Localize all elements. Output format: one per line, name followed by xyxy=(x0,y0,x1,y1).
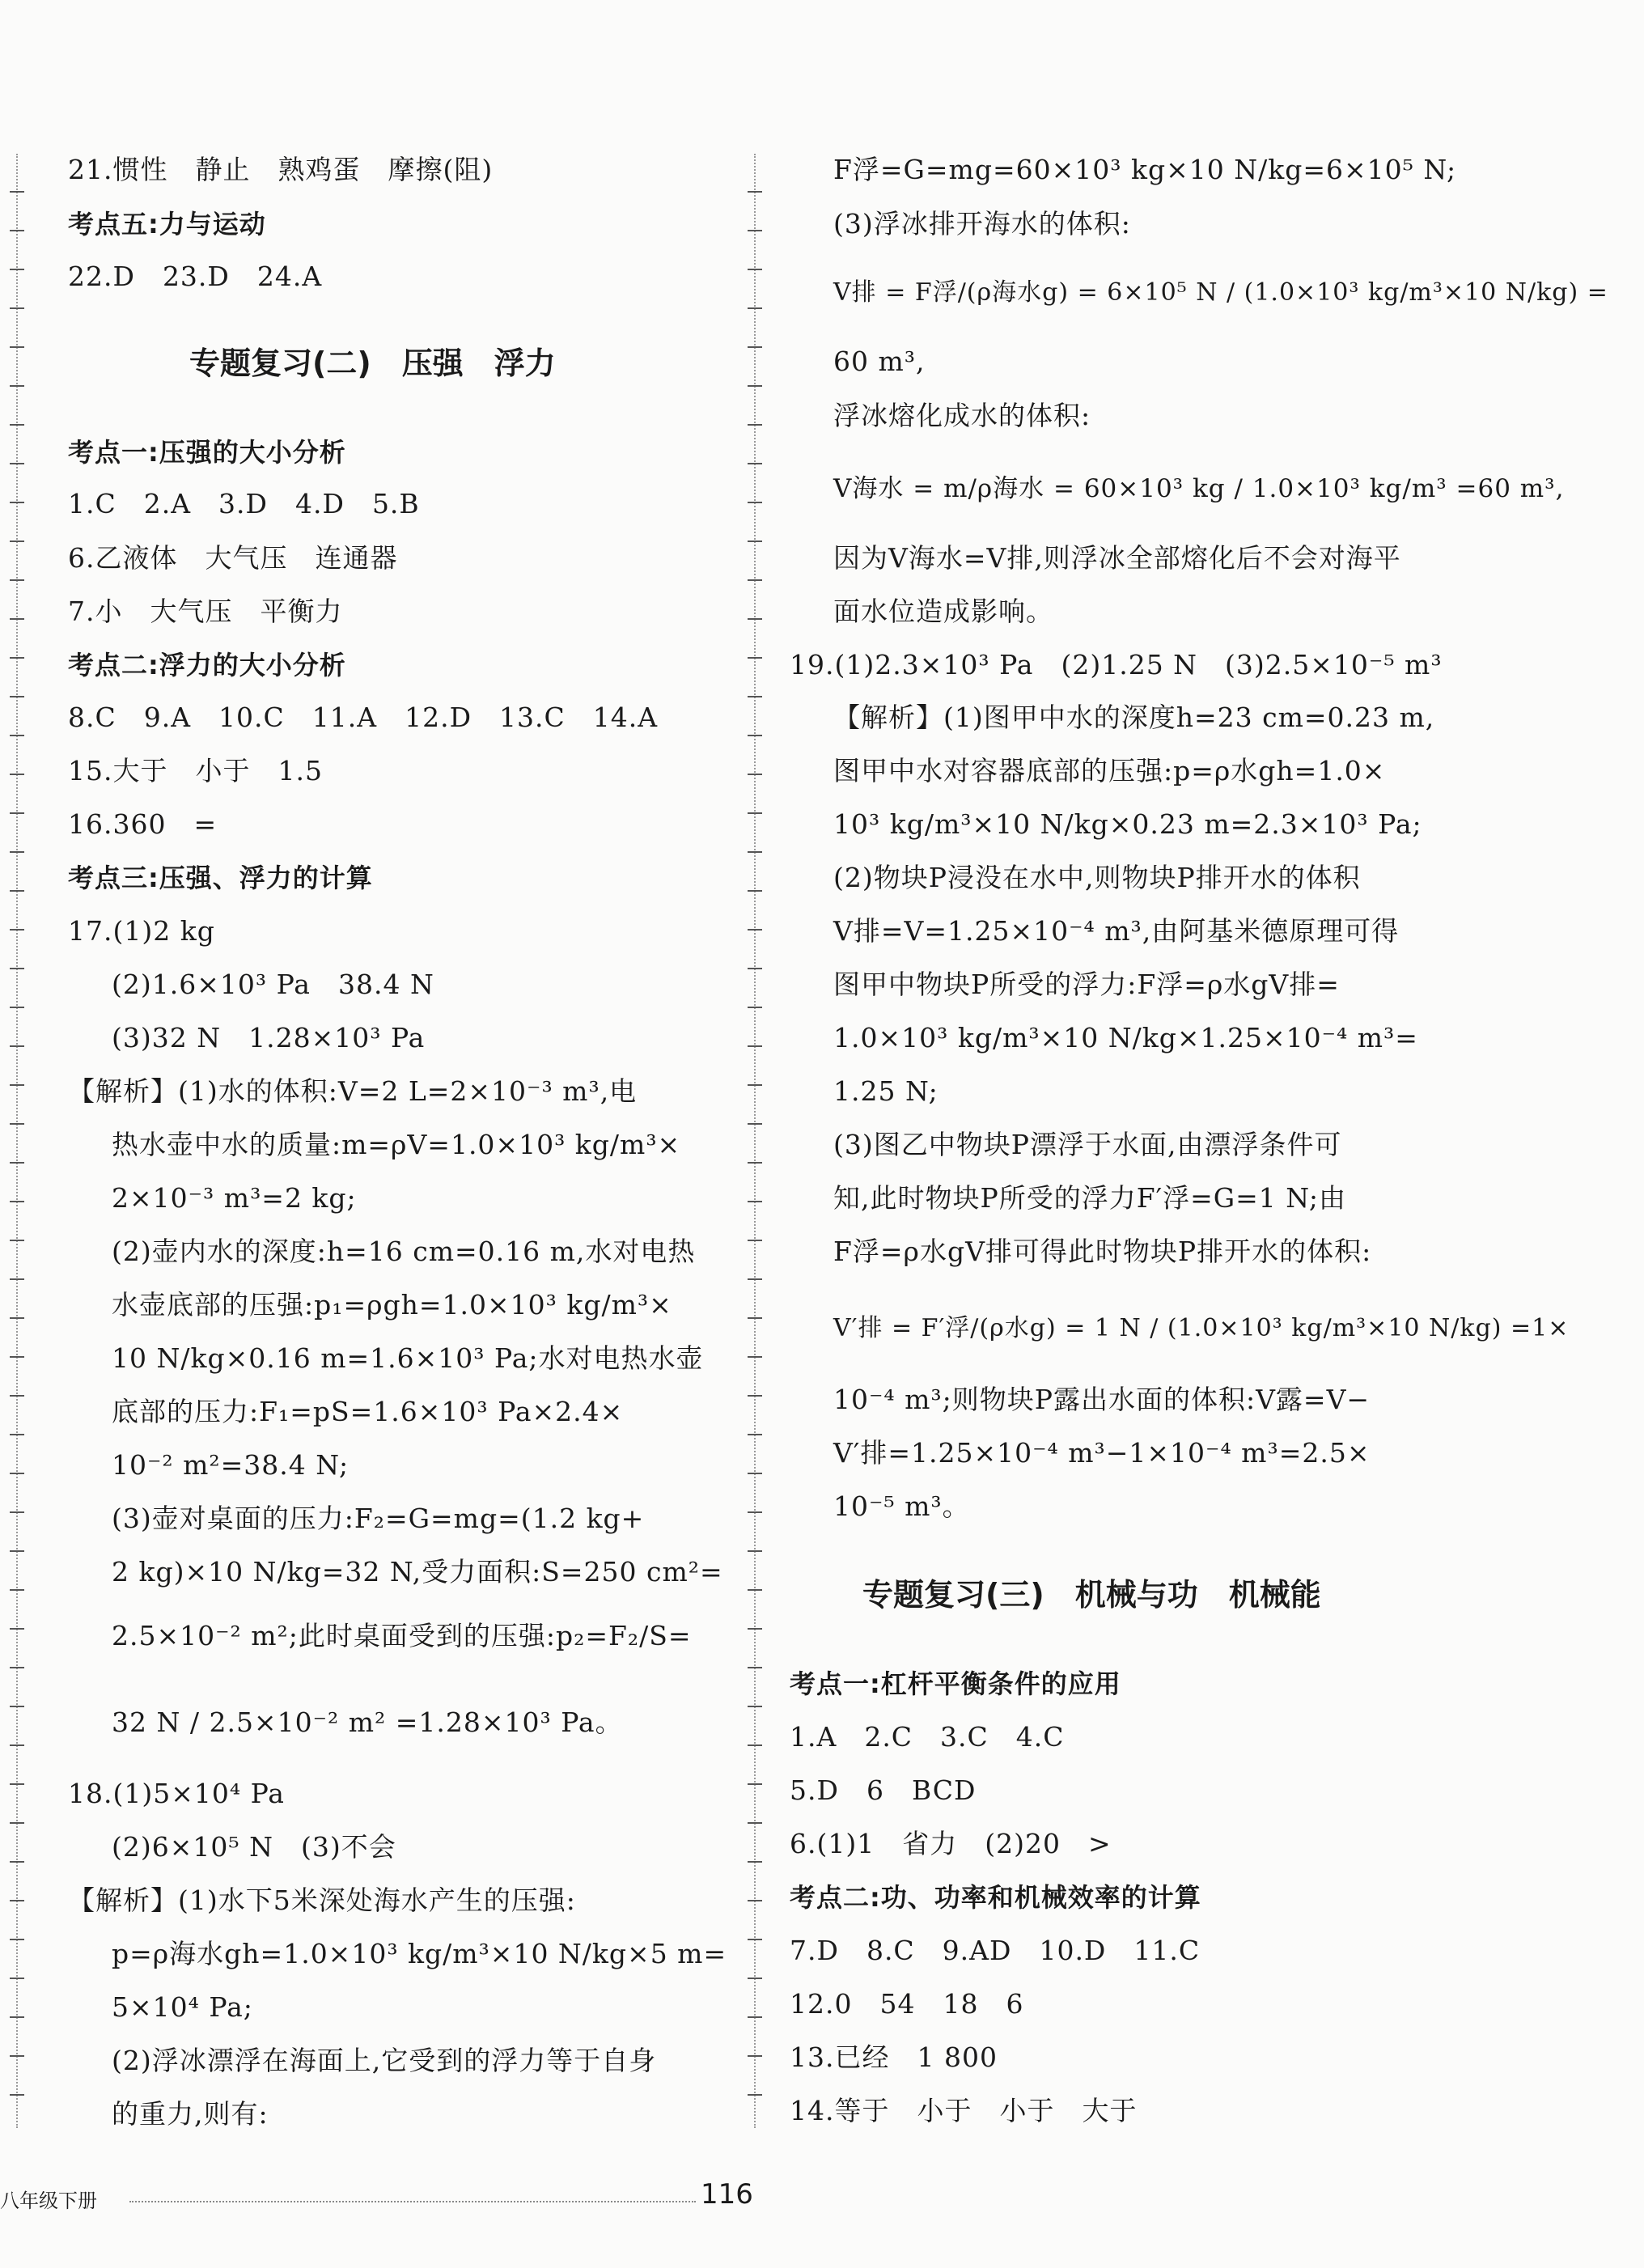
answer-line: (3)32 N 1.28×10³ Pa xyxy=(112,1022,426,1053)
analysis-line: 2×10⁻³ m³=2 kg; xyxy=(112,1182,357,1214)
analysis-line: p=ρ海水gh=1.0×10³ kg/m³×10 N/kg×5 m= xyxy=(112,1938,727,1969)
answer-line: 8.C 9.A 10.C 11.A 12.D 13.C 14.A xyxy=(68,702,659,733)
analysis-line: 浮冰熔化成水的体积: xyxy=(833,400,1091,431)
answer-line: 21.惯性 静止 熟鸡蛋 摩擦(阻) xyxy=(68,154,494,185)
answer-line: 12.0 54 18 6 xyxy=(790,1988,1024,2020)
analysis-line: 10⁻² m²=38.4 N; xyxy=(112,1449,350,1481)
analysis-line: 【解析】(1)水下5米深处海水产生的压强: xyxy=(68,1884,576,1916)
answer-line: 15.大于 小于 1.5 xyxy=(68,755,323,786)
footer-dotted-rule xyxy=(129,2201,696,2202)
analysis-line: 32 N / 2.5×10⁻² m² =1.28×10³ Pa。 xyxy=(112,1706,623,1738)
answer-line: (2)6×10⁵ N (3)不会 xyxy=(112,1831,396,1863)
binding-ticks xyxy=(10,154,24,2128)
column-divider-ticks xyxy=(748,154,762,2128)
analysis-line: 【解析】(1)图甲中水的深度h=23 cm=0.23 m, xyxy=(833,702,1435,733)
analysis-line: 因为V海水=V排,则浮冰全部熔化后不会对海平 xyxy=(833,542,1401,574)
analysis-line: (2)壶内水的深度:h=16 cm=0.16 m,水对电热 xyxy=(112,1236,696,1267)
analysis-line: F浮=ρ水gV排可得此时物块P排开水的体积: xyxy=(833,1236,1372,1267)
analysis-line: (2)物块P浸没在水中,则物块P排开水的体积 xyxy=(833,862,1361,893)
answer-line: 22.D 23.D 24.A xyxy=(68,261,323,292)
answer-line: 6.乙液体 大气压 连通器 xyxy=(68,542,398,574)
answer-line: 17.(1)2 kg xyxy=(68,915,215,947)
analysis-line: 图甲中物块P所受的浮力:F浮=ρ水gV排= xyxy=(833,969,1340,1000)
section-heading: 考点二:浮力的大小分析 xyxy=(68,650,346,680)
analysis-line: 的重力,则有: xyxy=(112,2098,269,2130)
analysis-line: F浮=G=mg=60×10³ kg×10 N/kg=6×10⁵ N; xyxy=(833,154,1457,185)
answer-line: 7.D 8.C 9.AD 10.D 11.C xyxy=(790,1935,1201,1966)
analysis-line: 热水壶中水的质量:m=ρV=1.0×10³ kg/m³× xyxy=(112,1129,681,1160)
analysis-line: 1.0×10³ kg/m³×10 N/kg×1.25×10⁻⁴ m³= xyxy=(833,1022,1418,1053)
grade-label: 八年级下册 xyxy=(0,2190,97,2212)
section-heading: 考点一:压强的大小分析 xyxy=(68,437,346,468)
answer-line: (2)1.6×10³ Pa 38.4 N xyxy=(112,969,434,1000)
answer-line: 19.(1)2.3×10³ Pa (2)1.25 N (3)2.5×10⁻⁵ m³ xyxy=(790,649,1443,680)
analysis-line: 知,此时物块P所受的浮力F′浮=G=1 N;由 xyxy=(833,1182,1347,1214)
analysis-line: 60 m³, xyxy=(833,345,926,377)
analysis-line: 底部的压力:F₁=pS=1.6×10³ Pa×2.4× xyxy=(112,1396,624,1427)
analysis-line: 1.25 N; xyxy=(833,1075,939,1107)
answer-line: 16.360 = xyxy=(68,808,218,840)
analysis-line: (2)浮冰漂浮在海面上,它受到的浮力等于自身 xyxy=(112,2045,657,2076)
analysis-line: 2 kg)×10 N/kg=32 N,受力面积:S=250 cm²= xyxy=(112,1556,723,1588)
analysis-line: 10⁻⁵ m³。 xyxy=(833,1490,970,1522)
analysis-line: 面水位造成影响。 xyxy=(833,596,1053,627)
answer-line: 1.A 2.C 3.C 4.C xyxy=(790,1721,1065,1753)
analysis-line: (3)图乙中物块P漂浮于水面,由漂浮条件可 xyxy=(833,1129,1342,1160)
chapter-title: 专题复习(三) 机械与功 机械能 xyxy=(862,1577,1321,1613)
analysis-line: 10⁻⁴ m³;则物块P露出水面的体积:V露=V− xyxy=(833,1384,1371,1415)
analysis-line: V海水 = m/ρ海水 = 60×10³ kg / 1.0×10³ kg/m³ =60 m³, xyxy=(833,474,1565,503)
analysis-line: (3)浮冰排开海水的体积: xyxy=(833,208,1131,240)
answer-line: 7.小 大气压 平衡力 xyxy=(68,596,343,627)
analysis-line: 【解析】(1)水的体积:V=2 L=2×10⁻³ m³,电 xyxy=(68,1075,638,1107)
answer-line: 6.(1)1 省力 (2)20 > xyxy=(790,1828,1112,1859)
answer-line: 1.C 2.A 3.D 4.D 5.B xyxy=(68,488,420,519)
page-number: 116 xyxy=(701,2178,753,2211)
analysis-line: V排 = F浮/(ρ海水g) = 6×10⁵ N / (1.0×10³ kg/m³×10 N/kg) = xyxy=(833,278,1608,307)
analysis-line: 2.5×10⁻² m²;此时桌面受到的压强:p₂=F₂/S= xyxy=(112,1620,692,1651)
answer-line: 14.等于 小于 小于 大于 xyxy=(790,2095,1138,2126)
analysis-line: V′排 = F′浮/(ρ水g) = 1 N / (1.0×10³ kg/m³×10 N/kg) =1× xyxy=(833,1314,1570,1342)
chapter-title: 专题复习(二) 压强 浮力 xyxy=(189,345,556,381)
analysis-line: V排=V=1.25×10⁻⁴ m³,由阿基米德原理可得 xyxy=(833,915,1400,947)
answer-line: 13.已经 1 800 xyxy=(790,2041,998,2073)
answer-line: 5.D 6 BCD xyxy=(790,1774,977,1806)
section-heading: 考点五:力与运动 xyxy=(68,209,266,240)
analysis-line: 水壶底部的压强:p₁=ρgh=1.0×10³ kg/m³× xyxy=(112,1289,672,1321)
section-heading: 考点二:功、功率和机械效率的计算 xyxy=(790,1882,1201,1913)
answer-line: 18.(1)5×10⁴ Pa xyxy=(68,1778,285,1809)
section-heading: 考点一:杠杆平衡条件的应用 xyxy=(790,1668,1121,1699)
analysis-line: 10 N/kg×0.16 m=1.6×10³ Pa;水对电热水壶 xyxy=(112,1342,704,1374)
analysis-line: (3)壶对桌面的压力:F₂=G=mg=(1.2 kg+ xyxy=(112,1503,645,1534)
analysis-line: 10³ kg/m³×10 N/kg×0.23 m=2.3×10³ Pa; xyxy=(833,808,1422,840)
analysis-line: 图甲中水对容器底部的压强:p=ρ水gh=1.0× xyxy=(833,755,1386,786)
analysis-line: 5×10⁴ Pa; xyxy=(112,1991,253,2023)
section-heading: 考点三:压强、浮力的计算 xyxy=(68,863,373,893)
analysis-line: V′排=1.25×10⁻⁴ m³−1×10⁻⁴ m³=2.5× xyxy=(833,1437,1371,1469)
